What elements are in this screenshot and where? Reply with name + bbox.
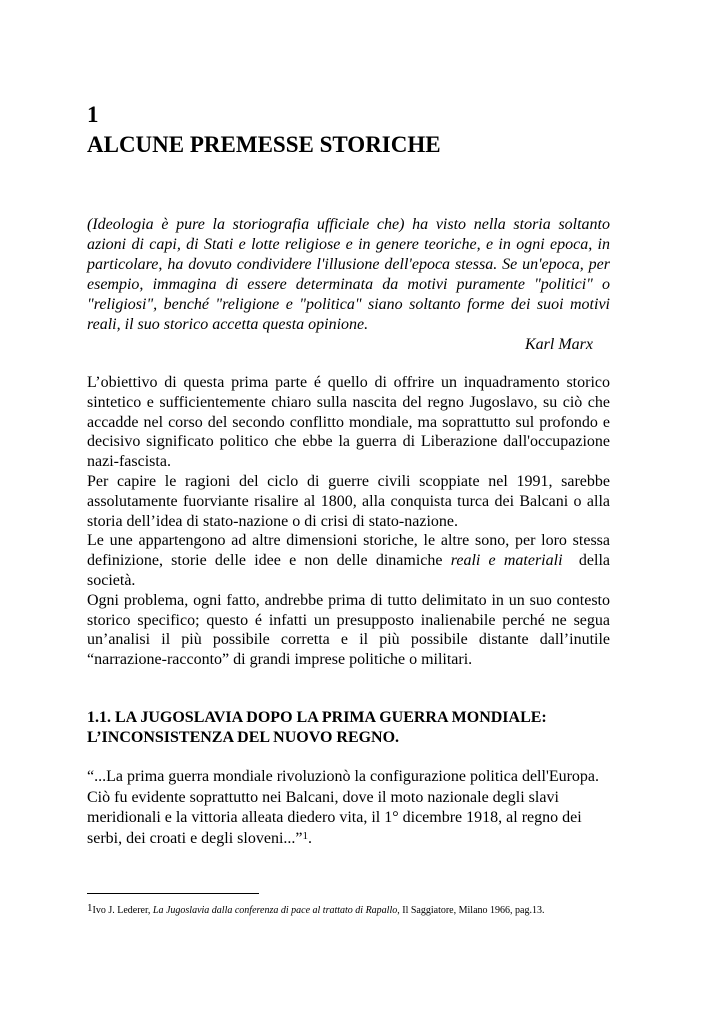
section-heading [87,708,610,748]
footnote [87,901,627,918]
footnote-mark: 1 [87,902,93,914]
quote-suffix: . [307,829,312,847]
paragraph-1: L’obiettivo di questa prima parte é quello di offrire un inquadramento storico sintetico e sufficientemente chiaro sulla nascita del regno Jugoslavo, su ciò che accadde nel corso del secondo conflitto mondiale, ma soprattutto sul profondo e decisivo significato politico che ebbe la guerra di Liberazione dall'occupazione nazi-fascista. [87,374,610,471]
paragraph-2: Per capire le ragioni del ciclo di guerre civili scoppiate nel 1991, sarebbe assolutamente fuorviante risalire al 1800, alla conquista turca dei Balcani o alla storia dell’idea di stato-nazione o di crisi di stato-nazione. [87,472,610,530]
paragraph-3 [87,531,615,590]
section-heading-line-2: L’INCONSISTENZA DEL NUOVO REGNO. [87,729,400,746]
paragraph-3-end: della società. [87,552,615,589]
epigraph-text: (Ideologia è pure la storiografia ufficiale che) ha visto nella storia soltanto azioni di capi, di Stati e lotte religiose e in genere teoriche, e in ogni epoca, in particolare, ha dovuto condividere l'illusione dell'epoca stessa. Se un'epoca, per esempio, immagina di essere determinata da motivi puramente "politici" o "religiosi", benché "religione e "politica" siano soltanto forme dei suoi motivi reali, il suo storico accetta questa opinione. [87,216,610,333]
footnote-author: Ivo J. Lederer, [92,905,153,916]
chapter-title: ALCUNE PREMESSE STORICHE [87,132,441,157]
epigraph-author: Karl Marx [525,336,593,353]
paragraph-4: Ogni problema, ogni fatto, andrebbe prima di tutto delimitato in un suo contesto storico specifico; questo é infatti un presupposto inalienabile perché ne segua un’analisi il più possibile corretta e il più possibile distante dall’inutile “narrazione-racconto” di grandi imprese politiche o militari. [87,591,610,669]
footnote-reference[interactable]: 1 [302,829,308,842]
section-quote [87,767,610,849]
section-heading-line-1: 1.1. LA JUGOSLAVIA DOPO LA PRIMA GUERRA MONDIALE: [87,709,547,726]
footnote-divider [87,893,259,894]
chapter-number: 1 [87,102,99,127]
body-text [87,373,615,670]
footnote-title: La Jugoslavia dalla conferenza di pace al trattato di Rapallo [152,905,398,916]
quote-text: “...La prima guerra mondiale rivoluzionò la configurazione politica dell'Europa. Ciò fu evidente soprattutto nei Balcani, dove il moto nazionale degli slavi meridionali e la vittoria alleata diedero vita, il 1° dicembre 1918, al regno dei serbi, dei croati e degli sloveni...” [87,768,600,847]
paragraph-3-start: Le une appartengono ad altre dimensioni storiche, le altre sono, per loro stessa definizione, storie delle idee e non delle dinamiche [87,532,610,570]
footnote-details: , Il Saggiatore, Milano 1966, pag.13. [397,905,545,916]
paragraph-3-italic: reali e materiali [450,552,563,570]
